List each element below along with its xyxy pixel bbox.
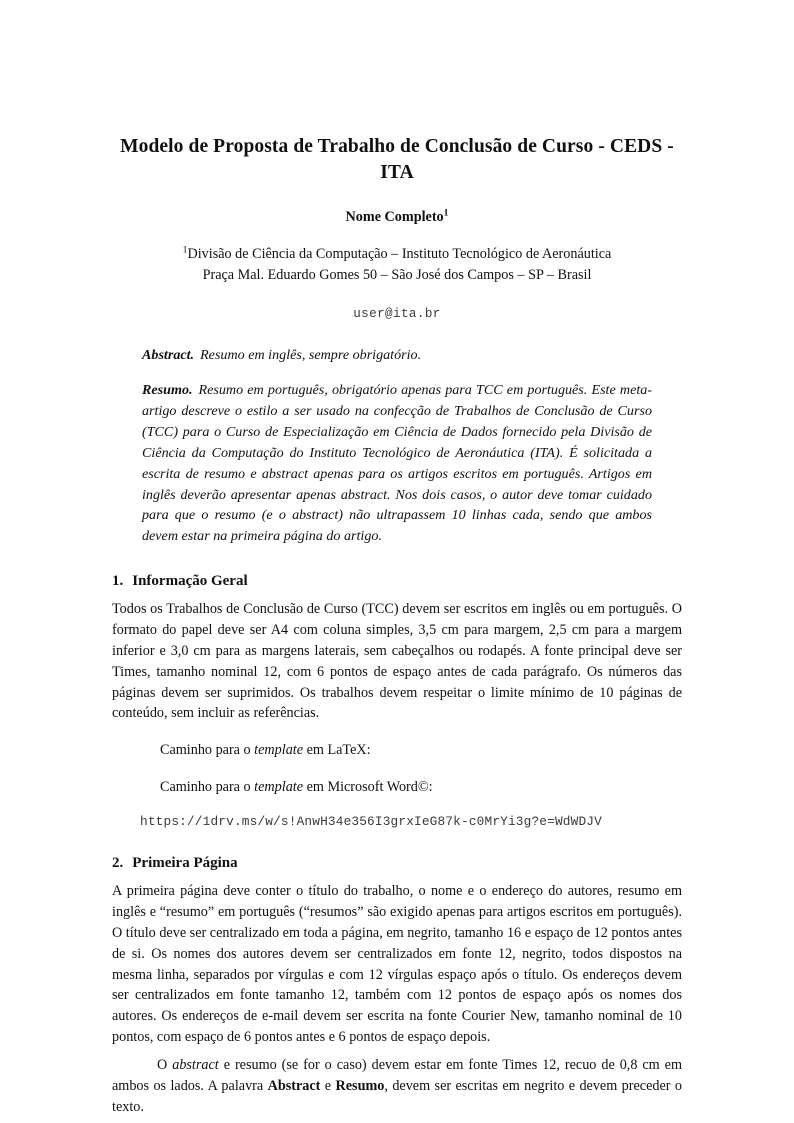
closing-bold-resumo: Resumo [335,1077,385,1094]
closing-paragraph [112,1048,682,1118]
page-title: Modelo de Proposta de Trabalho de Conclusão de Curso - CEDS - ITA [120,136,674,183]
resumo-text: Resumo em português, obrigatório apenas para TCC em português. Este meta-artigo descreve o estilo a ser usado na confecção de Trabalhos de Conclusão de Curso (TCC) para o Curso de Especialização em Ciência de Dados fornecido pela Divisão de Ciência da Computação do Instituto Tecnológico de Aeronáutica (ITA). É solicitada a escrita de resumo e abstract apenas para os artigos escritos em português. Artigos em inglês deverão apresentar apenas abstract. Nos dois casos, o autor deve tomar cuidado para que o resumo (e o abstract) não ultrapassem 10 linhas cada, sendo que ambos devem estar na primeira página do artigo. [142,382,652,545]
template-download-url[interactable]: https://1drv.ms/w/s!AnwH34e356I3grxIeG87k-c0MrYi3g?e=WdWDJV [140,814,602,830]
word-template-path-line [160,761,682,798]
section-paragraph-1: Todos os Trabalhos de Conclusão de Curso (TCC) devem ser escritos em inglês ou em português. O formato do papel deve ser A4 com coluna simples, 3,5 cm para margem, 2,5 cm para a margem inferior e 3,0 cm para as margens laterais, sem cabeçalhos ou rodapés. A fonte principal deve ser Times, tamanho nominal 12, com 6 pontos de espaço antes de cada parágrafo. Os números das páginas devem ser suprimidos. Os trabalhos devem respeitar o limite mínimo de 10 páginas de conteúdo, sem incluir as referências. [112,601,682,722]
closing-part-3: e [320,1077,336,1094]
author-line [112,185,682,226]
section-title-1: Informação Geral [132,573,248,590]
section-number-1: 1. [112,573,124,590]
latex-path-italic-word: template [254,742,304,759]
author-footnote-marker: 1 [443,207,449,219]
section-number-2: 2. [112,855,124,872]
author-name: Nome Completo [345,209,444,226]
closing-part-4: , devem ser escritas em negrito e devem preceder o texto. [112,1077,682,1115]
affiliation-marker: 1 [182,244,188,256]
word-path-italic-word: template [254,779,304,796]
latex-template-path-line [160,724,682,761]
page-content-column [112,0,682,1118]
latex-path-suffix: em LaTeX: [303,742,371,759]
abstract-label: Abstract. [142,346,195,363]
closing-bold-abstract: Abstract [267,1077,321,1094]
abstract-text: Resumo em inglês, sempre obrigatório. [200,346,422,363]
affiliation-line-2: Praça Mal. Eduardo Gomes 50 – São José dos Campos – SP – Brasil [202,267,592,284]
closing-part-2: e resumo (se for o caso) devem estar em fonte Times 12, recuo de 0,8 cm em ambos os lados. A palavra [112,1057,683,1094]
affiliation-block [112,226,682,286]
word-path-prefix: Caminho para o [160,779,255,796]
section-heading-1 [112,547,682,592]
abstract-block [142,321,652,366]
section-heading-2 [112,829,682,874]
closing-italic-abstract: abstract [172,1057,219,1074]
resumo-label: Resumo. [142,382,193,399]
contact-email: user@ita.br [353,306,441,321]
closing-part-1: O [157,1057,173,1074]
affiliation-line-1: Divisão de Ciência da Computação – Instituto Tecnológico de Aeronáutica [187,246,612,263]
resumo-block [142,365,652,547]
word-path-suffix: em Microsoft Word©: [303,779,433,796]
section-paragraph-2: A primeira página deve conter o título do trabalho, o nome e o endereço do autores, resumo em inglês e “resumo” em português (“resumos” são exigido apenas para artigos escritos em português). O título deve ser centralizado em toda a página, em negrito, tamanho 16 e espaço de 12 pontos antes de si. Os nomes dos autores devem ser centralizados em fonte 12, negrito, todos dispostos na mesma linha, separados por vírgulas e com 12 vírgulas espaço após o título. Os endereços devem ser centralizados em fonte tamanho 12, também com 12 pontos de espaço após os nomes dos autores. Os endereços de e-mail devem ser escrita na fonte Courier New, tamanho nominal de 10 pontos, com espaço de 6 pontos antes e 6 pontos de espaço depois. [112,883,682,1046]
section-title-2: Primeira Página [132,855,238,872]
latex-path-prefix: Caminho para o [160,742,255,759]
